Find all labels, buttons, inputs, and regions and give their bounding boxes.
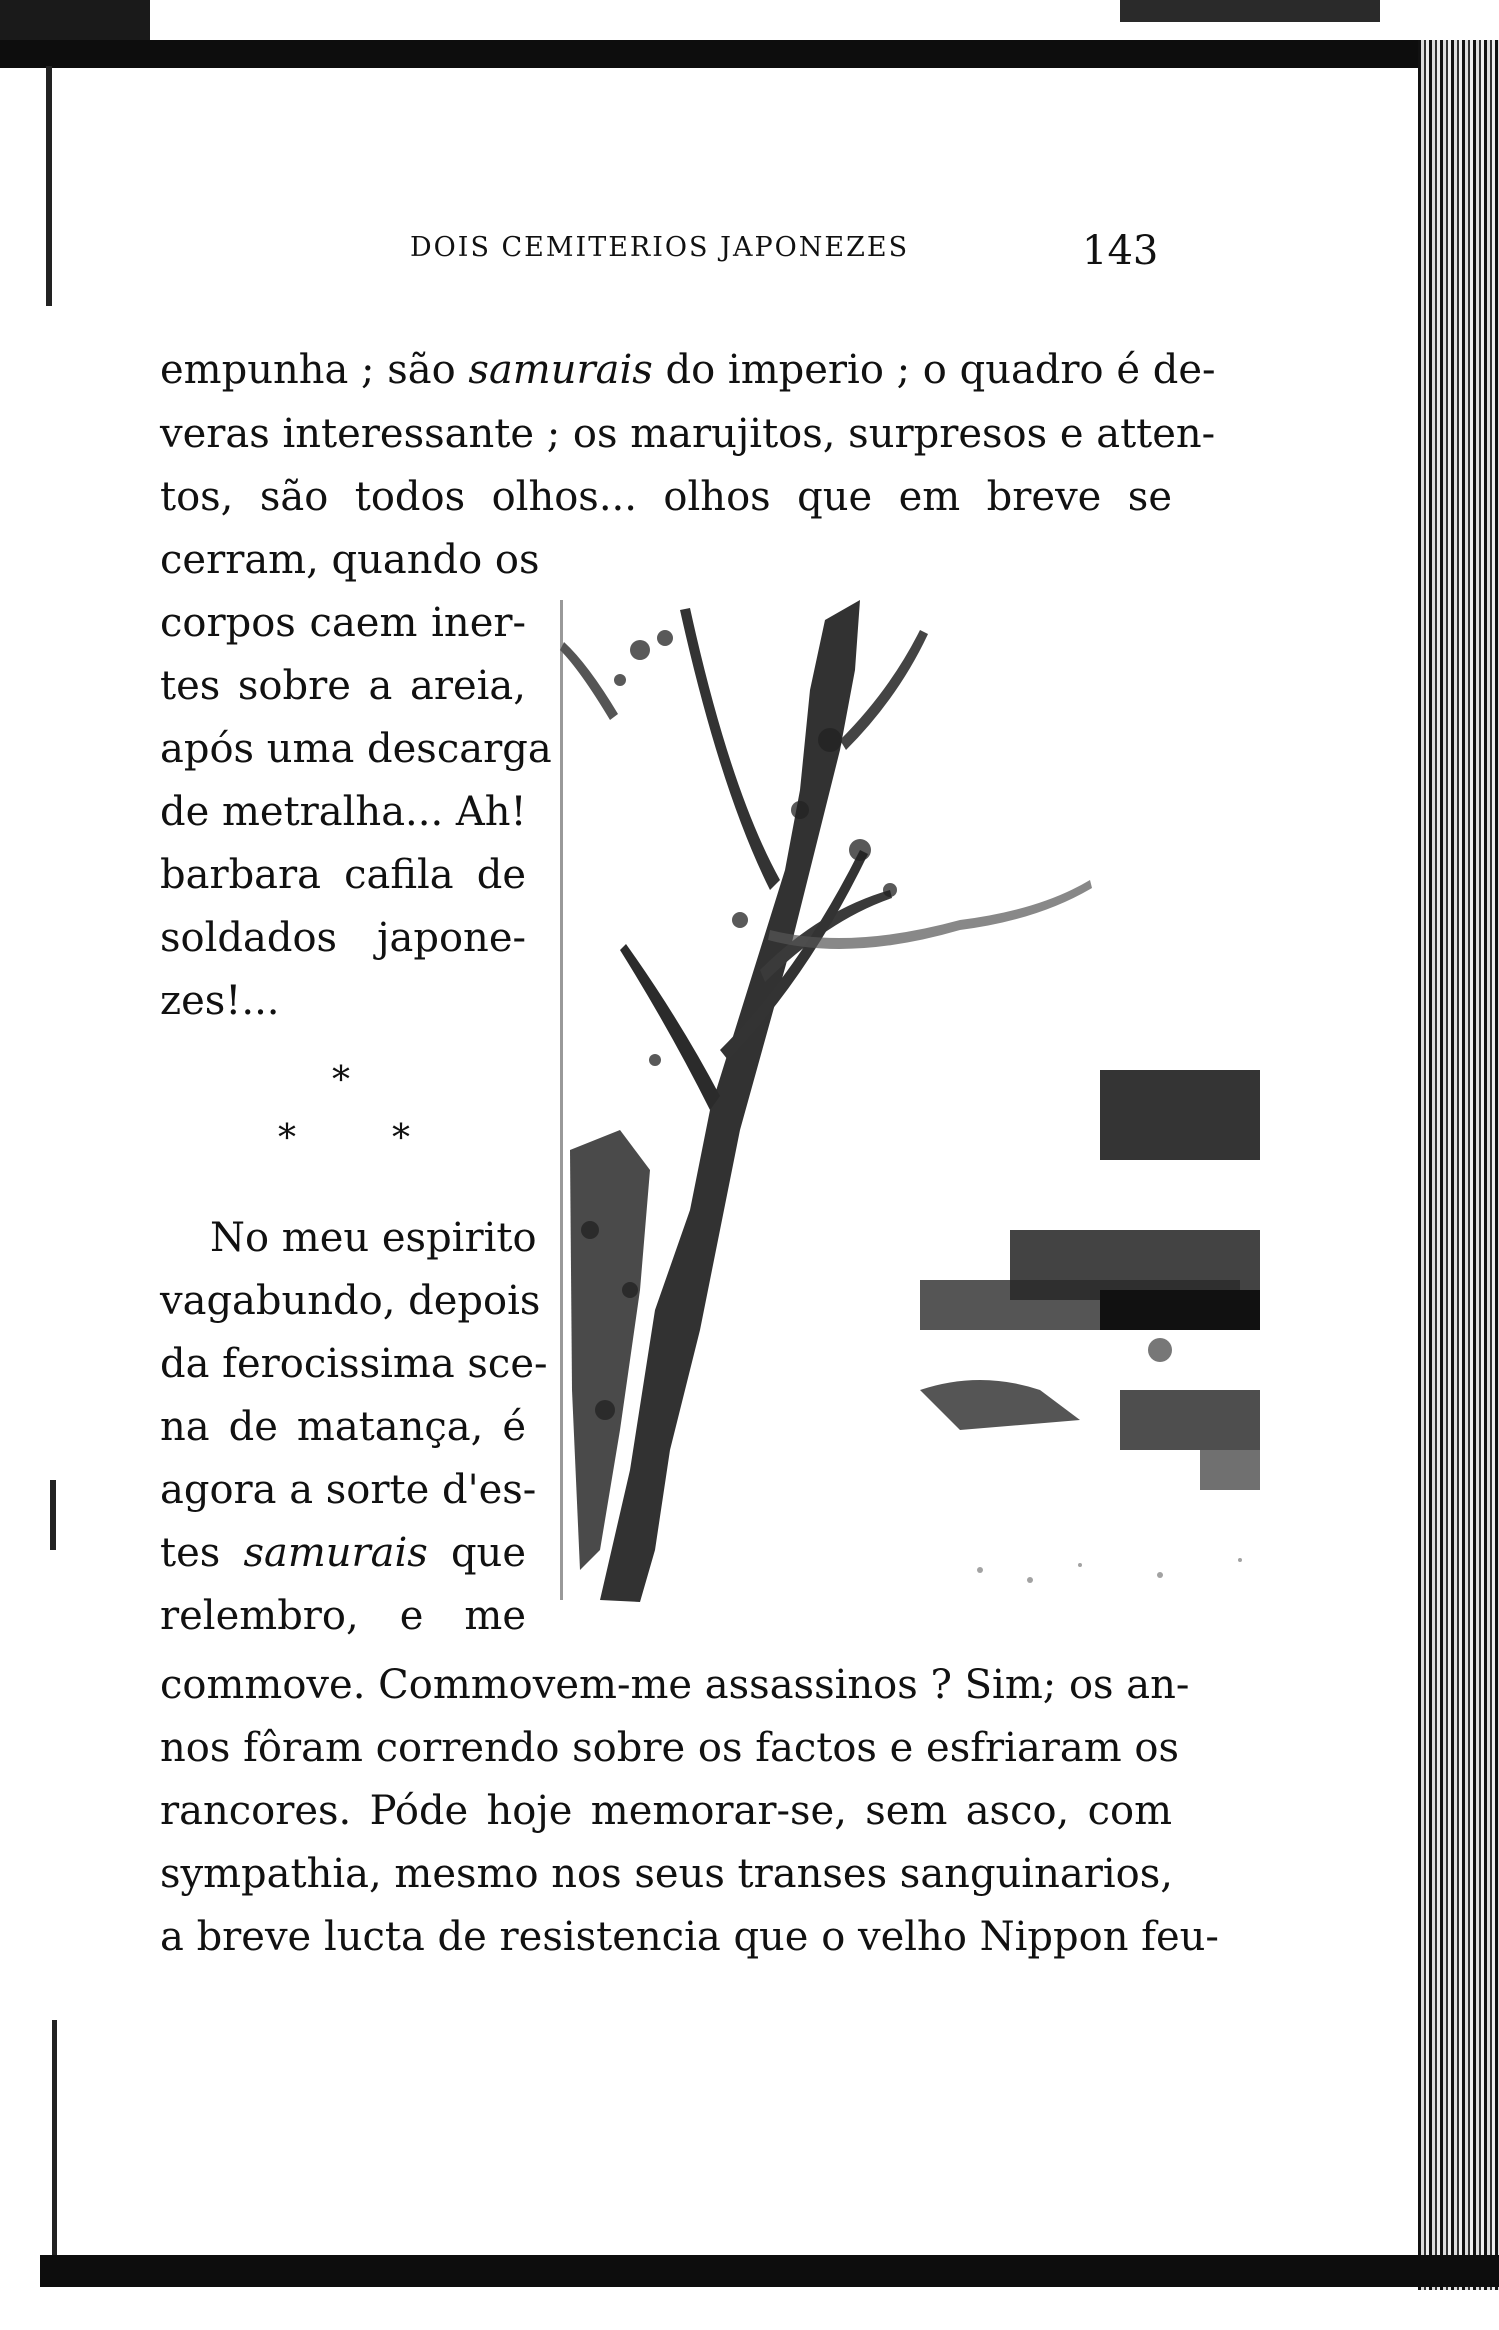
text-line: commove. Commovem-me assassinos ? Sim; os an-: [160, 1662, 1190, 1708]
text-line: agora a sorte d'es-: [160, 1467, 537, 1513]
page-number: 143: [1082, 228, 1159, 274]
text-line: vagabundo, depois: [160, 1278, 541, 1324]
text-line: após uma descarga: [160, 726, 552, 772]
text-line: barbara cafila de: [160, 852, 526, 898]
text-line: No meu espirito: [210, 1215, 537, 1261]
text-line: soldados japone-: [160, 915, 526, 961]
page-top-edge: [0, 40, 1499, 68]
running-head: DOIS CEMITERIOS JAPONEZES: [410, 232, 910, 263]
text-line: corpos caem iner-: [160, 600, 526, 646]
text-line: tes samurais que: [160, 1530, 526, 1576]
tree-photograph: [560, 590, 1260, 1612]
page-left-edge: [46, 66, 52, 306]
section-star: *: [332, 1060, 350, 1101]
text-line: nos fôram correndo sobre os factos e esfriaram os: [160, 1725, 1180, 1771]
text-line: veras interessante ; os marujitos, surpresos e atten-: [160, 411, 1216, 457]
text-line: a breve lucta de resistencia que o velho Nippon feu-: [160, 1914, 1219, 1960]
page-bottom-edge: [40, 2255, 1499, 2287]
text-line: zes!...: [160, 978, 280, 1024]
text-line: de metralha... Ah!: [160, 789, 527, 835]
page-left-edge: [52, 2020, 57, 2270]
text-line: tes sobre a areia,: [160, 663, 526, 709]
text-line: tos, são todos olhos... olhos que em breve se: [160, 474, 1172, 520]
text-line: da ferocissima sce-: [160, 1341, 548, 1387]
page-left-mark: [50, 1480, 56, 1550]
text-line: na de matança, é: [160, 1404, 526, 1450]
section-star: *: [278, 1118, 296, 1159]
text-line: cerram, quando os: [160, 537, 540, 583]
text-line: sympathia, mesmo nos seus transes sanguinarios,: [160, 1851, 1173, 1897]
scan-blot: [1120, 0, 1380, 22]
text-line: rancores. Póde hoje memorar-se, sem asco, com: [160, 1788, 1172, 1834]
text-line: relembro, e me: [160, 1593, 526, 1639]
section-star: *: [392, 1118, 410, 1159]
text-line: empunha ; são samurais do imperio ; o quadro é de-: [160, 347, 1216, 393]
book-page-edges: [1418, 40, 1499, 2290]
